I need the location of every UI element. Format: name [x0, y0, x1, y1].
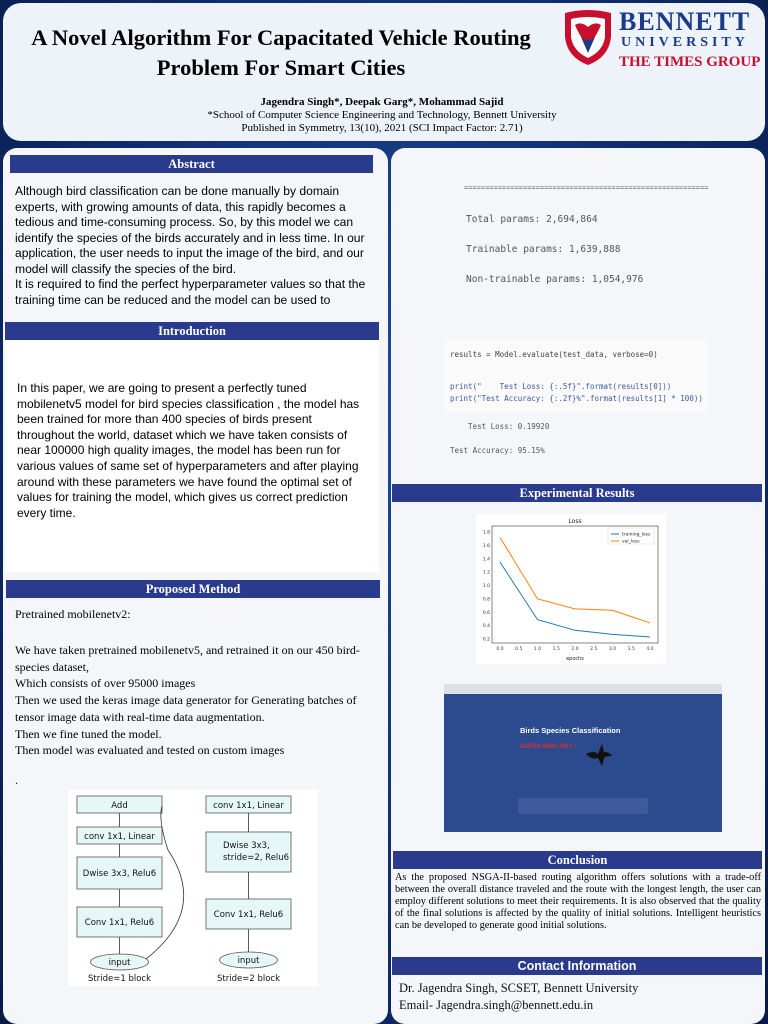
- app-screenshot: [444, 684, 722, 832]
- loss-chart: [476, 514, 666, 664]
- mobilenetv2-block-diagram: [68, 790, 318, 986]
- logo-text-bennett: BENNETT: [619, 7, 751, 36]
- contact-email[interactable]: Email- Jagendra.singh@bennett.edu.in: [399, 998, 594, 1012]
- method-step: We have taken pretrained mobilenetv5, and retrained it on our 450 bird- species dataset,: [15, 643, 360, 674]
- abstract-text: Although bird classification can be done manually by domain experts, with growing amounts of data, this rapidly becomes a tedious and time-consuming process. So, by this model we can identify the species of the birds accurately and in less time. In our application, the user needs to input the image of the bird, and our model will classify the species of the bird. It is required to find the perfect hyperparameter values so that the training time can be reduced and the model can be used to: [15, 184, 366, 307]
- poster-title: A Novel Algorithm For Capacitated Vehicle Routing Problem For Smart Cities: [31, 25, 531, 80]
- y-tick-label: 0.4: [482, 624, 490, 630]
- method-heading: Proposed Method: [6, 580, 380, 598]
- chart-title: Loss: [568, 518, 582, 525]
- method-step: Then model was evaluated and tested on custom images: [15, 743, 285, 758]
- code-line: print(" Test Loss: {:.5f}".format(results[0])): [450, 382, 672, 391]
- method-steps: [15, 642, 365, 759]
- x-axis-label: epochs: [566, 656, 584, 662]
- method-step: Then we used the keras image data generator for Generating batches of tensor image data with real-time data augmentation.: [15, 693, 357, 724]
- code-line: print("Test Accuracy: {:.2f}%".format(results[1] * 100)): [450, 394, 703, 403]
- test-loss-output: Test Loss: 0.19920: [450, 422, 550, 431]
- app-subtitle: GUESS WHO AM I ?: [520, 744, 577, 750]
- node-label-line: Dwise 3x3,: [223, 841, 270, 851]
- node-label: conv 1x1, Linear: [213, 801, 284, 811]
- x-tick-label: 4.0: [646, 647, 654, 652]
- legend-label: val_loss: [622, 539, 640, 545]
- legend-label: training_loss: [622, 532, 651, 538]
- node-label: Add: [111, 801, 128, 811]
- y-tick-label: 1.2: [482, 570, 490, 576]
- trainable-params: Trainable params: 1,639,888: [466, 244, 621, 255]
- app-title: Birds Species Classification: [520, 726, 621, 735]
- affiliation: *School of Computer Science Engineering and Technology, Bennett University: [207, 109, 557, 121]
- total-params: Total params: 2,694,864: [466, 214, 598, 225]
- y-tick-label: 1.6: [482, 543, 490, 549]
- x-tick-label: 0.0: [496, 647, 504, 652]
- y-tick-label: 1.4: [482, 557, 490, 563]
- y-tick-label: 1.0: [482, 584, 490, 589]
- method-step: Then we fine tuned the model.: [15, 726, 162, 741]
- logo-text-times-group: THE TIMES GROUP: [619, 54, 761, 70]
- author-block: [153, 96, 611, 135]
- node-label-line: stride=2, Relu6: [223, 853, 290, 863]
- introduction-heading: Introduction: [5, 322, 379, 340]
- conclusion-heading: Conclusion: [393, 851, 762, 869]
- y-tick-label: 0.6: [482, 610, 490, 616]
- browser-bar: [444, 684, 722, 694]
- bird-icon: [584, 740, 614, 768]
- x-tick-label: 2.0: [571, 647, 579, 652]
- x-tick-label: 1.5: [552, 647, 560, 652]
- x-tick-label: 3.5: [627, 647, 635, 652]
- node-label: conv 1x1, Linear: [84, 832, 155, 842]
- x-tick-label: 1.0: [533, 647, 542, 652]
- node-dwise-stride2: [206, 832, 291, 872]
- university-logo: [561, 7, 766, 73]
- x-tick-label: 3.0: [608, 647, 617, 652]
- poster-header: [3, 3, 765, 141]
- conclusion-text: As the proposed NSGA-II-based routing algorithm offers solutions with a trade-off between the overall distance traveled and the route with the longest length, the user can employ different solutions to meet their requirements. It is also observed that the quality of the final solutions is affected by the quality of initial solutions. Intelligent heuristics can be developed to generate good initial solutions.: [395, 872, 761, 931]
- contact-heading: Contact Information: [392, 957, 762, 975]
- results-heading: Experimental Results: [392, 484, 762, 502]
- method-subheading: Pretrained mobilenetv2:: [15, 607, 131, 621]
- node-label: input: [237, 956, 260, 966]
- block-caption: Stride=2 block: [217, 974, 280, 984]
- author-names: Jagendra Singh*, Deepak Garg*, Mohammad Sajid: [260, 96, 504, 108]
- contact-block: [399, 980, 638, 1014]
- test-accuracy-output: Test Accuracy: 95.15%: [450, 446, 545, 455]
- y-tick-label: 0.2: [482, 637, 490, 643]
- shield-icon: [561, 7, 615, 67]
- introduction-text: In this paper, we are going to present a perfectly tuned mobilenetv5 model for bird species classification , the model has been trained for more than 400 species of birds present throughout the world, dataset which we have taken consists of near 100000 high quality images, the model has been run for various values of same set of hyperparameters and after playing around with these parameters we have found the optimal set of values for training the model, which gives us correct prediction every time.: [17, 381, 360, 520]
- contact-name: Dr. Jagendra Singh, SCSET, Bennett University: [399, 981, 639, 995]
- x-tick-label: 0.5: [515, 647, 523, 652]
- method-step: Which consists of over 95000 images: [15, 676, 196, 691]
- x-tick-label: 2.5: [590, 647, 598, 652]
- node-label: Conv 1x1, Relu6: [213, 910, 284, 920]
- params-rule: ==========================================================: [464, 184, 709, 192]
- y-tick-label: 1.8: [482, 530, 490, 536]
- abstract-heading: Abstract: [10, 155, 373, 173]
- node-label: Dwise 3x3, Relu6: [82, 869, 157, 879]
- method-dot: .: [15, 773, 18, 787]
- node-label: input: [108, 958, 131, 968]
- logo-text-university: UNIVERSITY: [621, 35, 749, 50]
- node-label: Conv 1x1, Relu6: [84, 918, 155, 928]
- publication-info: Published in Symmetry, 13(10), 2021 (SCI Impact Factor: 2.71): [241, 122, 523, 134]
- y-tick-label: 0.8: [482, 597, 490, 603]
- non-trainable-params: Non-trainable params: 1,054,976: [466, 274, 644, 285]
- block-caption: Stride=1 block: [88, 974, 151, 984]
- upload-area[interactable]: [518, 798, 648, 814]
- code-line: results = Model.evaluate(test_data, verbose=0): [450, 350, 658, 359]
